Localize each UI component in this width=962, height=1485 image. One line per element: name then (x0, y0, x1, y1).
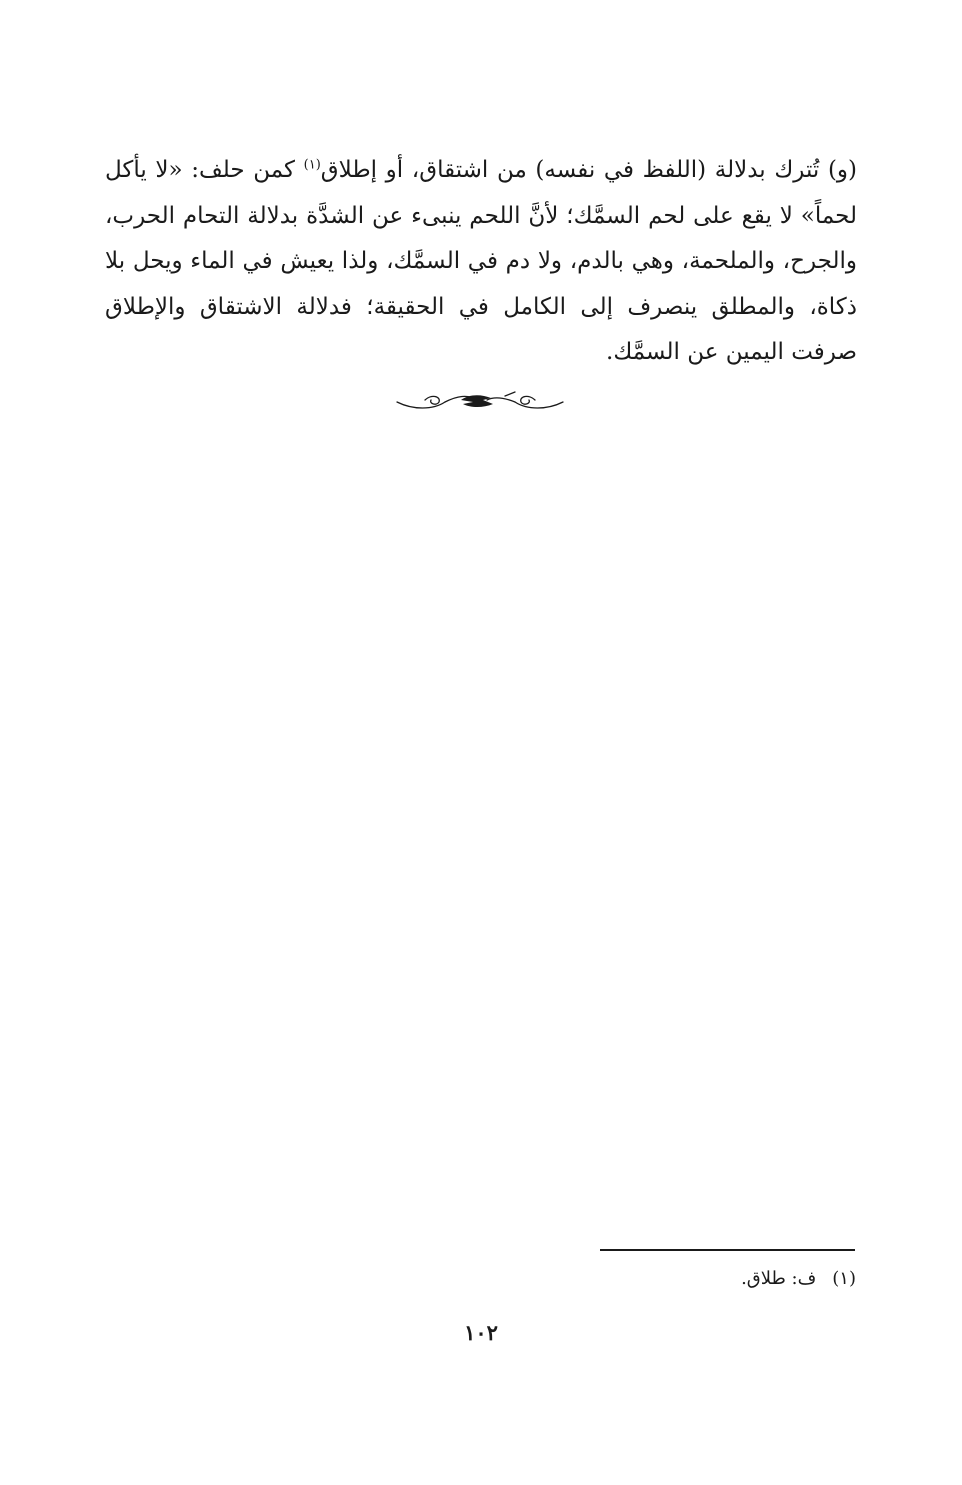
footnote-separator (600, 1249, 855, 1251)
page-number: ١٠٢ (464, 1320, 498, 1345)
footnote-reference: (١) (303, 157, 321, 173)
text-before-footnote: (و) تُترك بدلالة (اللفظ في نفسه) من اشتقاق، أو إطلاق (320, 157, 857, 183)
footnote-text: ف: طلاق. (741, 1268, 817, 1289)
text-after-footnote: كمن حلف: «لا يأكل لحماً» لا يقع على لحم السمَّك؛ لأنَّ اللحم ينبىء عن الشدَّة بدلالة التحام الحرب، والجرح، والملحمة، وهي بالدم، ولا دم في السمَّك، ولذا يعيش في الماء ويحل بلا ذكاة، والمطلق ينصرف إلى الكامل في الحقيقة؛ فدلالة الاشتقاق والإطلاق صرفت اليمين عن السمَّك. (105, 157, 857, 365)
decorative-flourish (395, 388, 565, 416)
paragraph-text (105, 148, 857, 376)
main-paragraph (105, 148, 857, 376)
footnote-number: (١) (832, 1268, 856, 1289)
footnote (741, 1266, 856, 1292)
